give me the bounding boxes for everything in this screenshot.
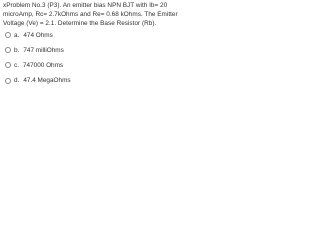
option-c[interactable] [5,60,195,70]
option-c-letter: c. [14,61,19,69]
option-d-text: 47.4 MegaOhms [23,77,71,85]
option-b-text: 747 milliOhms [23,46,64,54]
option-b[interactable] [5,45,195,55]
option-b-letter: b. [14,46,20,54]
option-a-letter: a. [14,31,20,39]
option-d[interactable] [5,76,195,86]
radio-button-c[interactable] [5,62,11,68]
radio-button-b[interactable] [5,47,11,53]
radio-button-d[interactable] [5,78,11,84]
option-a[interactable] [5,30,195,40]
option-a-text: 474 Ohms [23,31,53,39]
question-text: xProblem No.3 (P3). An emitter bias NPN BJT with Ib= 20 microAmp, Rc= 2.7kOhms and Re= 0.68 kOhms. The Emitter Voltage (Ve) = 2.1. Determine the Base Resistor (Rb). [3,2,178,28]
option-c-text: 747000 Ohms [22,61,64,69]
answer-options [5,30,195,91]
radio-button-a[interactable] [5,32,11,38]
option-d-letter: d. [14,77,20,85]
